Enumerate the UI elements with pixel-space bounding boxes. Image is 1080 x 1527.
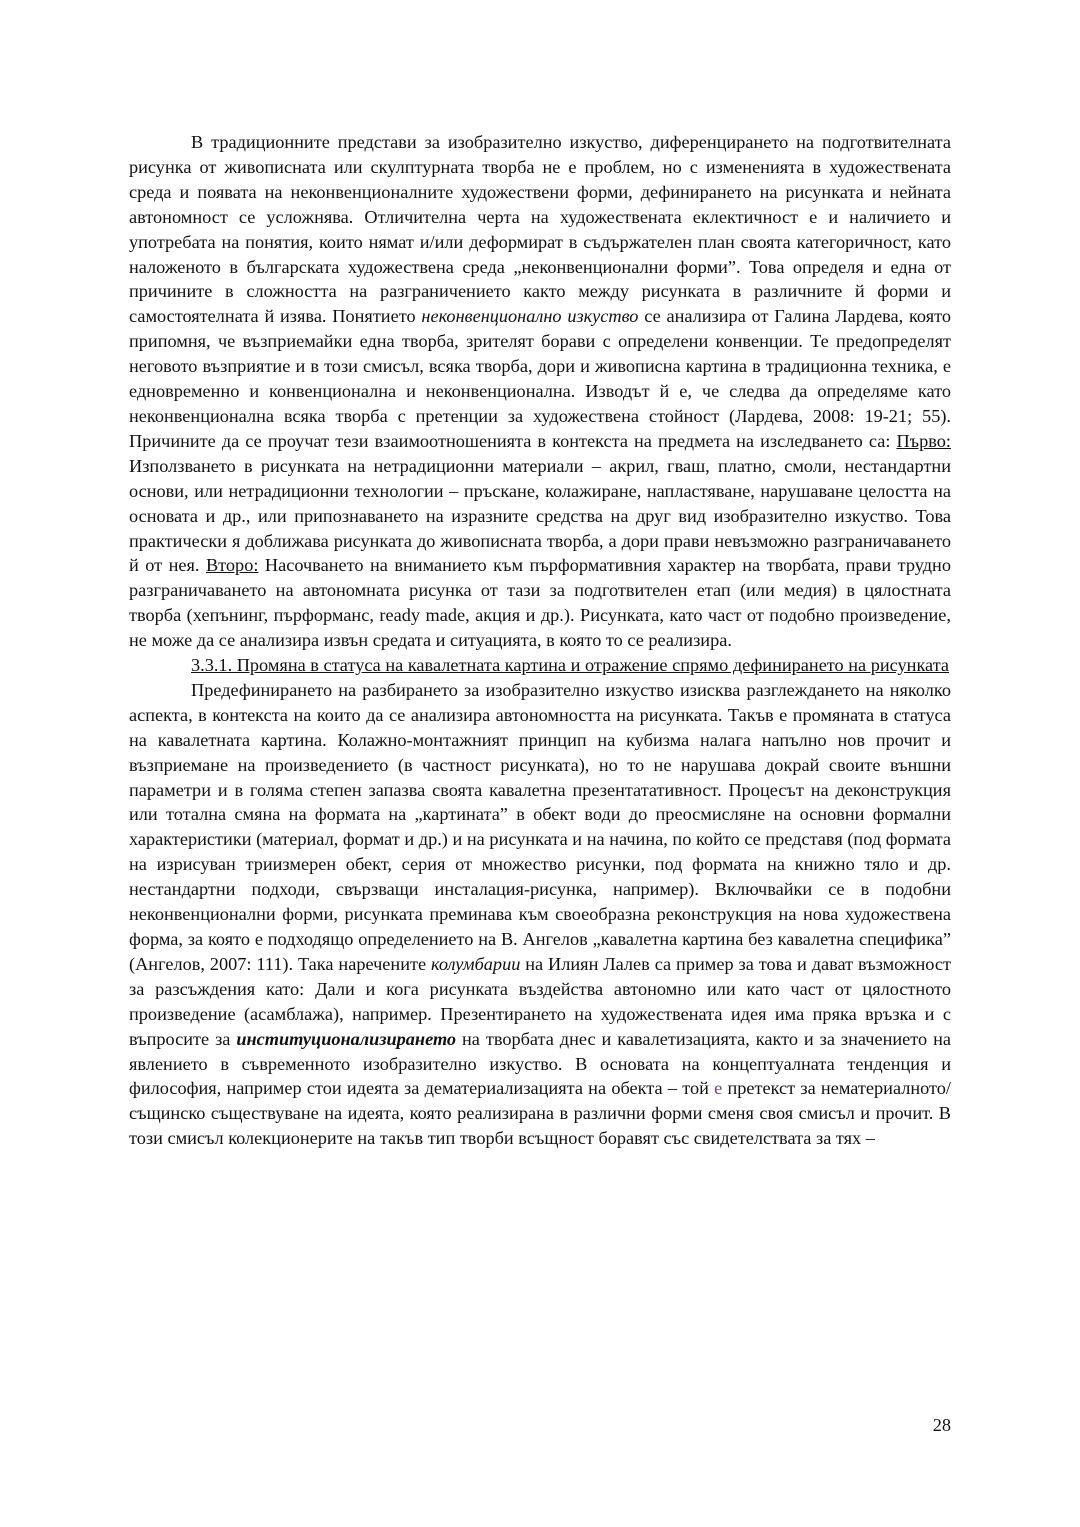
second-reason-label: Второ: [205, 555, 259, 576]
paragraph-1-text-c: Използването в рисунката на нетрадиционни материали – акрил, гваш, платно, смоли, нестандартни основи, или нетрадиционни технологии – пръскане, колажиране, напластяване, нарушаване целостта на основата и др., или припознаването на изразните средства на друг вид изобразително изкуство. Това практически я доближава рисунката до живописната творба, а дори прави невъзможно разграничаването й от нея. [129, 455, 951, 576]
term-columbaria: колумбарии [431, 953, 521, 974]
paragraph-2 [129, 678, 951, 1151]
paragraph-1-text-b: се анализира от Галина Лардева, която припомня, че възприемайки една творба, зрителят борави с определени конвенции. Те предопределят неговото възприятие и в този смисъл, всяка творба, дори и живописна картина в традиционна техника, е едновременно и конвенционална и неконвенционална. Изводът й е, че следва да определяме като неконвенционална всяка творба с претенции за художествена стойност (Лардева, 2008: 19-21; 55). Причините да се проучат тези взаимоотношенията в контекста на предмета на изследването са: [129, 306, 951, 451]
paragraph-2-text-d: претекст за нематериалното/същинско съществуване на идеята, която реализирана в различни форми сменя своя смисъл и прочит. В този смисъл колекционерите на такъв тип творби всъщност боравят със свидетелствата за тях – [129, 1078, 951, 1149]
paragraph-2-text-c: на творбата днес и кавалетизацията, както и за значението на явлението в съвременното изобразително изкуство. В основата на концептуалната тенденция и философия, например стои идеята за дематериализацията на обекта – той [129, 1028, 951, 1099]
page-number: 28 [932, 1415, 951, 1435]
term-institutionalization: институционализирането [236, 1028, 457, 1049]
paragraph-1-text-d: Насочването на вниманието към пърформативния характер на творбата, прави трудно разграничаването на автономната рисунка от тази за подготвителен етап (или медия) в цялостната творба (хепънинг, пърформанс, ready made, акция и др.). Рисунката, като част от подобно произведение, не може да се анализира извън средата и ситуацията, в която то се реализира. [129, 555, 951, 651]
document-body [129, 130, 951, 1151]
section-heading: 3.3.1. Промяна в статуса на кавалетната картина и отражение спрямо дефинирането на рисунката [191, 655, 950, 676]
paragraph-1 [129, 130, 951, 653]
highlighted-word: е [714, 1078, 723, 1099]
paragraph-2-text-b: на Илиян Лалев са пример за това и дават възможност за разсъждения като: Дали и кога рисунката въздейства автономно или като част от цялостното произведение (асамблажа), например. Презентирането на художествената идея има пряка връзка и с въпросите за [129, 953, 951, 1049]
paragraph-2-text-a: Предефинирането на разбирането за изобразително изкуство изисква разглеждането на няколко аспекта, в контекста на които да се анализира автономността на рисунката. Такъв е промяната в статуса на кавалетната картина. Колажно-монтажният принцип на кубизма налага напълно нов прочит и възприемане на произведението (в частност рисунката), но то не нарушава докрай своите външни параметри и в голяма степен запазва своята кавалетна презентатативност. Процесът на деконструкция или тотална смяна на формата на „картината” в обект води до преосмисляне на основни формални характеристики (материал, формат и др.) и на рисунката и на начина, по който се представя (под формата на изрисуван триизмерен обект, серия от множество рисунки, под формата на книжно тяло и др. нестандартни подходи, свързващи инсталация-рисунка, например). Включвайки се в подобни неконвенционални форми, рисунката преминава към своеобразна реконструкция на нова художествена форма, за която е подходящо определението на В. Ангелов „кавалетна картина без кавалетна специфика” (Ангелов, 2007: 111). Така наречените [129, 679, 951, 974]
first-reason-label: Първо: [896, 430, 951, 451]
term-nonconventional-art: неконвенционално изкуство [421, 306, 639, 327]
paragraph-1-text-a: В традиционните представи за изобразително изкуство, диференцирането на подготвителната рисунка от живописната или скулптурната творба не е проблем, но с измененията в художествената среда и появата на неконвенционалните художествени форми, дефинирането на рисунката и нейната автономност се усложнява. Отличителна черта на художествената еклектичност е и наличието и употребата на понятия, които нямат и/или деформират в съдържателен план своята категоричност, като наложеното в българската художествена среда „неконвенционални форми”. Това определя и една от причините в сложността на разграничението както между рисунката в различните й форми и самостоятелната й изява. Понятието [129, 132, 951, 327]
